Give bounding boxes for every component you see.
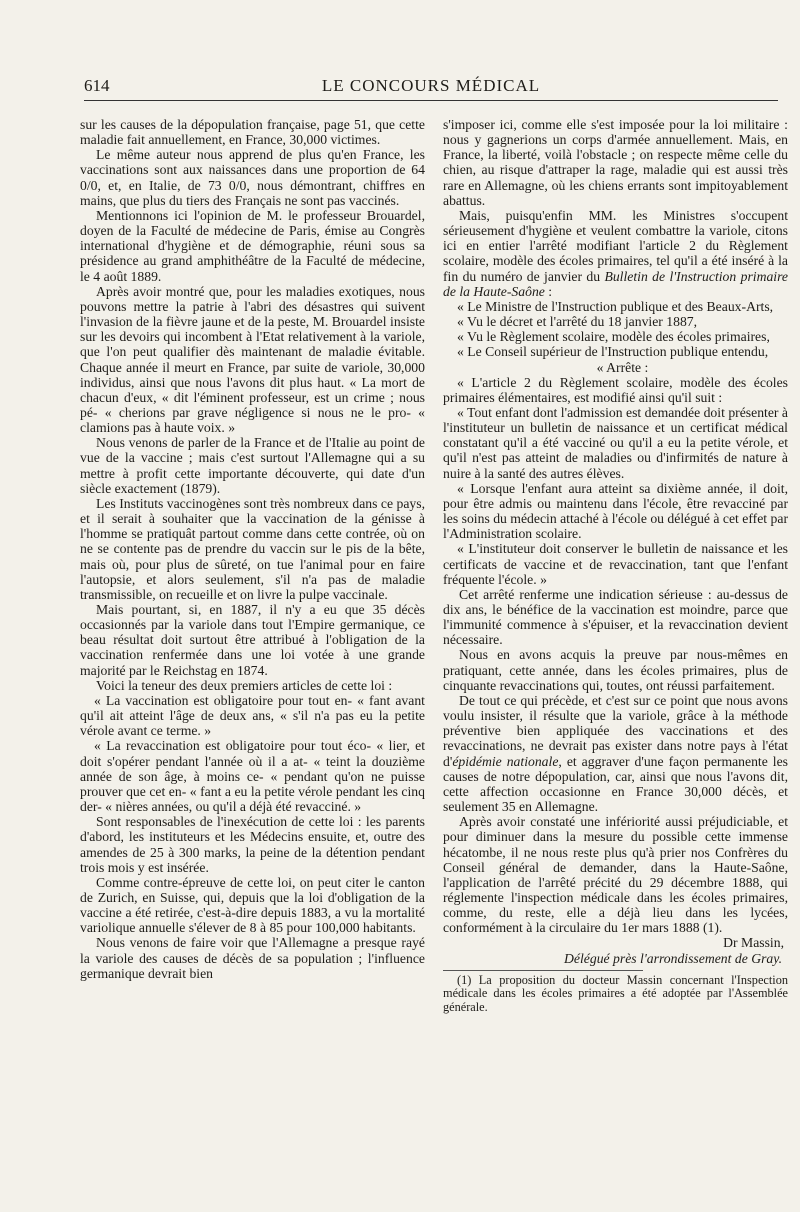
signature-name: Dr Massin, xyxy=(723,935,784,951)
paragraph xyxy=(443,208,788,299)
decree-quote: « Arrête : xyxy=(596,359,649,375)
emphasis: épidémie nationale xyxy=(452,753,559,769)
paragraph: Voici la teneur des deux premiers articles de cette loi : xyxy=(96,677,393,693)
law-quote: « La revaccination est obligatoire pour tout éco- « lier, et doit s'opérer pendant l'année où il a at- « teint la douzième année de son âge, à moins ce- « pendant qu'on ne puisse prouver que cet en- « fant a eu la petite vérole pendant les cinq der- « nières années, ou qu'il a déjà été revacciné. » xyxy=(80,738,425,815)
paragraph: s'imposer ici, comme elle s'est imposée pour la loi militaire : nous y gagnerions un corps d'armée annuellement. Mais, en France, la liberté, voilà l'obstacle ; on respecte même celle du chien, au risque d'attraper la rage, maladie qui est aussi très rare en Allemagne, où les chiens errants sont impitoyablement abattus. xyxy=(443,117,788,208)
header-rule xyxy=(84,100,778,101)
paragraph xyxy=(443,693,788,814)
bulletin-title: Bulletin de l'Instruction primaire de la Haute-Saône xyxy=(443,268,788,299)
paragraph: Mais pourtant, si, en 1887, il n'y a eu que 35 décès occasionnés par la variole dans tout l'Empire germanique, ce beau résultat doit surtout être attribué à l'obligation de la vaccination renfermée dans une loi votée à une grande majorité par le Reichstag en 1874. xyxy=(80,602,425,678)
paragraph: Les Instituts vaccinogènes sont très nombreux dans ce pays, et il serait à souhaiter que la vaccination de la génisse à l'homme se pratiquât partout comme dans cette contrée, où on ne se contente pas de prendre du vaccin sur le pis de la bête, mais où, pour plus de sûreté, on tue l'animal pour en faire l'autopsie, et alors seulement, s'il n'a pas de maladie transmissible, on recueille et on livre la pulpe vaccinale. xyxy=(80,495,425,602)
left-column xyxy=(80,117,425,981)
paragraph: Cet arrêté renferme une indication sérieuse : au-dessus de dix ans, le bénéfice de la vaccination est moindre, parce que l'immunité commence à s'épuiser, et la revaccination devient nécessaire. xyxy=(443,586,788,648)
footnote-rule xyxy=(443,970,643,971)
text-run: : xyxy=(544,283,553,299)
decree-quote: « Lorsque l'enfant aura atteint sa dixième année, il doit, pour être admis ou maintenu dans l'école, être revacciné par les soins du médecin attaché à l'école ou délégué à cet effet par l'Administration scolaire. xyxy=(443,480,789,542)
decree-quote: « Vu le Règlement scolaire, modèle des écoles primaires, xyxy=(457,329,770,345)
decree-quote: « Vu le décret et l'arrêté du 18 janvier 1887, xyxy=(457,314,698,330)
paragraph: sur les causes de la dépopulation française, page 51, que cette maladie fait annuellement, en France, 30,000 victimes. xyxy=(80,117,425,148)
paragraph: Nous en avons acquis la preuve par nous-mêmes en pratiquant, cette année, dans les écoles primaires, plus de cinquante revaccinations qui, toutes, ont réussi parfaitement. xyxy=(443,647,788,693)
decree-quote: « L'instituteur doit conserver le bulletin de naissance et les certificats de vaccine et de revaccination, tant que l'enfant fréquente l'école. » xyxy=(443,541,788,587)
paragraph: Le même auteur nous apprend de plus qu'en France, les vaccinations sont aux naissances dans une proportion de 64 0/0, et, en Italie, de 73 0/0, nous démontrant, chiffres en mains, que plus du tiers des Français ne sont pas vaccinés. xyxy=(80,147,425,208)
decree-quote: « L'article 2 du Règlement scolaire, modèle des écoles primaires élémentaires, est modifié ainsi qu'il suit : xyxy=(443,374,788,405)
right-column xyxy=(443,117,788,1015)
page-header xyxy=(84,72,778,98)
paragraph: Sont responsables de l'inexécution de cette loi : les parents d'abord, les instituteurs et les Médecins ensuite, et, outre des amendes de 25 à 300 marks, la peine de la détention pendant trois mois y est insérée. xyxy=(80,814,425,875)
footnote: (1) La proposition du docteur Massin concernant l'Inspection médicale dans les écoles primaires a été adoptée par l'Assemblée générale. xyxy=(443,972,788,1014)
paragraph: Mentionnons ici l'opinion de M. le professeur Brouardel, doyen de la Faculté de médecine de Paris, émise au Congrès international d'hygiène et de démographie, réuni sous sa présidence au grand amphithéâtre de la Faculté de médecine, le 4 août 1889. xyxy=(80,207,425,284)
text-run: De tout ce qui précède, et c'est sur ce point que nous avons voulu insister, il résulte que la variole, grâce à la méthode préventive bien appliquée des vaccinations et des revaccinations, ne devrait pas exister dans notre pays à l'état d' xyxy=(443,692,788,769)
running-title: LE CONCOURS MÉDICAL xyxy=(321,76,541,95)
paragraph: Nous venons de parler de la France et de l'Italie au point de vue de la vaccine ; mais c'est surtout l'Allemagne qui a su mettre à profit cette importante découverte, qui date d'un siècle exactement (1879). xyxy=(80,435,425,496)
paragraph: Nous venons de faire voir que l'Allemagne a presque rayé la variole des causes de décès de sa population ; l'influence germanique devrait bien xyxy=(80,935,425,981)
decree-quote: « Tout enfant dont l'admission est demandée doit présenter à l'instituteur un bulletin de naissance et un certificat médical constatant qu'il a été vacciné ou qu'il a eu la petite vérole, et qu'il n'est pas atteint de maladies ou d'infirmités de nature à nuire à la santé des autres élèves. xyxy=(443,404,788,481)
signature-role: Délégué près l'arrondissement de Gray. xyxy=(564,950,782,966)
paragraph: Comme contre-épreuve de cette loi, on peut citer le canton de Zurich, en Suisse, qui, depuis que la loi d'obligation de la vaccine a été retirée, c'est-à-dire depuis 1883, a vu la mortalité variolique annuelle s'élever de 8 à 85 pour 100,000 habitants. xyxy=(80,874,425,936)
paragraph: Après avoir constaté une infériorité aussi préjudiciable, et pour diminuer dans la mesure du possible cette immense hécatombe, il ne nous reste plus qu'à prier nos Confrères du Conseil général de demander, dans la Haute-Saône, l'application de l'arrêté précité du 29 décembre 1888, qui réglemente l'inspection médicale dans les écoles primaires, comme, du reste, elle a déjà lieu dans les lycées, conformément à la circulaire du 1er mars 1888 (1). xyxy=(443,814,788,936)
page-number: 614 xyxy=(84,76,110,95)
law-quote: « La vaccination est obligatoire pour tout en- « fant avant qu'il ait atteint l'âge de deux ans, « s'il n'a pas eu la petite vérole avant ce terme. » xyxy=(80,692,425,739)
text-run: , et aggraver d'une façon permanente les causes de notre dépopulation, car, ainsi que nous l'avons dit, cette affection occasionne en France 30,000 décès, et seulement 35 en Allemagne. xyxy=(443,753,788,815)
paragraph: Après avoir montré que, pour les maladies exotiques, nous pouvons mettre la patrie à l'abri des désastres qui suivent l'invasion de la fièvre jaune et de la peste, M. Brouardel insiste sur les devoirs qui incombent à l'Etat relativement à la variole, que l'on peut qualifier dès maintenant de maladie évitable. Chaque année il meurt en France, par suite de variole, 30,000 individus, ainsi que nous l'avons dit plus haut. « La mort de chacun d'eux, « dit l'éminent professeur, est un crime ; nous pé- « cherions par grave négligence si nous ne le pro- « clamions pas à haute voix. » xyxy=(80,283,425,436)
text-run: Mais, puisqu'enfin MM. les Ministres s'occupent sérieusement d'hygiène et veulent combattre la variole, citons ici en entier l'arrêté modifiant l'article 2 du Règlement scolaire, modèle des écoles primaires, tel qu'il a été inséré à la fin du numéro de janvier du xyxy=(443,207,788,284)
decree-quote: « Le Conseil supérieur de l'Instruction publique entendu, xyxy=(457,344,769,360)
decree-quote: « Le Ministre de l'Instruction publique et des Beaux-Arts, xyxy=(457,298,774,314)
